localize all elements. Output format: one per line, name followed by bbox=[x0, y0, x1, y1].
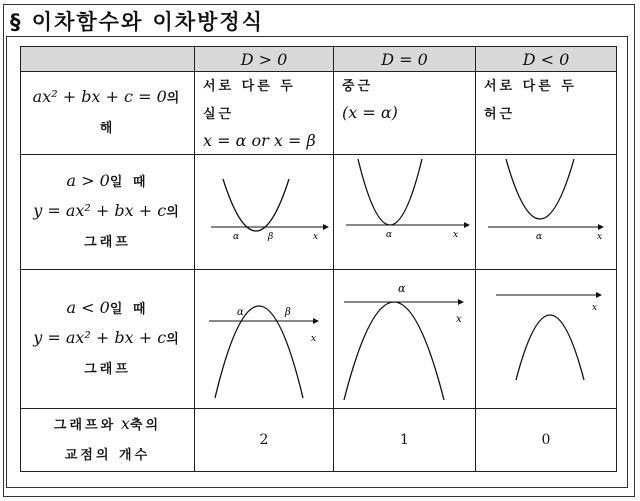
equation-suffix: 의 bbox=[166, 91, 183, 106]
a-negative-suffix: 일 때 bbox=[109, 302, 149, 317]
x-label: x bbox=[597, 232, 603, 242]
parabola-curve bbox=[344, 302, 444, 400]
header-d-zero: D = 0 bbox=[334, 47, 476, 72]
count-d-negative: 0 bbox=[476, 409, 617, 472]
roots-d-positive bbox=[195, 72, 334, 155]
axis-arrow bbox=[464, 222, 470, 228]
x-var: x bbox=[120, 414, 130, 433]
parabola-curve bbox=[215, 306, 303, 398]
header-row bbox=[21, 47, 617, 72]
alpha-label: α bbox=[233, 232, 240, 242]
parabola-down-two-roots bbox=[195, 270, 334, 404]
axis-arrow bbox=[323, 224, 329, 230]
parabola-curve bbox=[223, 179, 289, 231]
x-label: x bbox=[456, 314, 462, 325]
parabola-curve bbox=[506, 159, 574, 219]
parabola-curve bbox=[516, 315, 584, 380]
axis-arrow bbox=[596, 292, 602, 298]
parabola-down-no-root bbox=[476, 270, 617, 404]
parabola-up-one-root bbox=[334, 155, 476, 265]
a-positive-func: y = ax² + bx + c bbox=[33, 201, 167, 220]
x-label: x bbox=[311, 334, 317, 344]
graph-up-one-root bbox=[334, 155, 476, 270]
count-d-positive: 2 bbox=[195, 409, 334, 472]
header-d-negative: D < 0 bbox=[476, 47, 617, 72]
intersection-count-label: 교점의 개수 bbox=[64, 448, 151, 463]
a-positive-graph-label: 그래프 bbox=[84, 235, 131, 250]
graph-a-negative-row bbox=[21, 270, 617, 409]
a-positive-head bbox=[21, 155, 195, 270]
real-roots-text: 실근 bbox=[203, 107, 235, 122]
two-distinct-text: 서로 다른 두 bbox=[484, 79, 577, 94]
x-label: x bbox=[453, 230, 459, 240]
parabola-up-two-roots bbox=[195, 155, 334, 265]
page-title: § 이차함수와 이차방정식 bbox=[10, 10, 264, 34]
x-label: x bbox=[592, 303, 598, 313]
graph-a-positive-row bbox=[21, 155, 617, 270]
roots-alpha-beta: x = α or x = β bbox=[203, 131, 316, 150]
parabola-curve bbox=[358, 159, 422, 225]
beta-label: β bbox=[268, 232, 274, 242]
double-root-text: 중근 bbox=[342, 79, 374, 94]
alpha-label: α bbox=[237, 307, 244, 318]
two-distinct-real-text: 서로 다른 두 bbox=[203, 79, 296, 94]
axis-text: 축의 bbox=[129, 418, 162, 433]
roots-label: 해 bbox=[99, 121, 116, 136]
graph-and-text: 그래프와 bbox=[53, 418, 117, 433]
a-positive-cond: a > 0 bbox=[66, 171, 110, 190]
parabola-down-one-root bbox=[334, 270, 476, 404]
a-negative-func-suffix: 의 bbox=[166, 332, 182, 347]
equation-text: ax² + bx + c = 0 bbox=[32, 87, 167, 106]
roots-row bbox=[21, 72, 617, 155]
graph-up-no-root bbox=[476, 155, 617, 270]
beta-label: β bbox=[285, 307, 291, 318]
alpha-label: α bbox=[398, 282, 406, 295]
imaginary-roots-text: 허근 bbox=[484, 107, 516, 122]
double-root-value: (x = α) bbox=[342, 103, 398, 122]
header-d-positive: D > 0 bbox=[195, 47, 334, 72]
a-positive-func-suffix: 의 bbox=[166, 205, 182, 220]
axis-arrow bbox=[458, 299, 464, 305]
a-positive-suffix: 일 때 bbox=[109, 175, 149, 190]
axis-arrow bbox=[313, 318, 319, 324]
alpha-label: α bbox=[386, 230, 393, 240]
roots-row-head bbox=[21, 72, 195, 155]
alpha-label: α bbox=[536, 232, 543, 242]
roots-d-zero bbox=[334, 72, 476, 155]
a-negative-head bbox=[21, 270, 195, 409]
intersection-row bbox=[21, 409, 617, 472]
graph-down-one-root bbox=[334, 270, 476, 409]
roots-d-negative bbox=[476, 72, 617, 155]
graph-down-no-root bbox=[476, 270, 617, 409]
a-negative-cond: a < 0 bbox=[66, 298, 110, 317]
a-negative-func: y = ax² + bx + c bbox=[33, 328, 167, 347]
graph-up-two-roots bbox=[195, 155, 334, 270]
axis-arrow bbox=[598, 224, 604, 230]
header-empty bbox=[21, 47, 195, 72]
discriminant-table bbox=[20, 46, 617, 472]
count-d-zero: 1 bbox=[334, 409, 476, 472]
x-label: x bbox=[313, 232, 319, 242]
a-negative-graph-label: 그래프 bbox=[84, 362, 131, 377]
intersection-head bbox=[21, 409, 195, 472]
graph-down-two-roots bbox=[195, 270, 334, 409]
parabola-up-no-root bbox=[476, 155, 617, 265]
